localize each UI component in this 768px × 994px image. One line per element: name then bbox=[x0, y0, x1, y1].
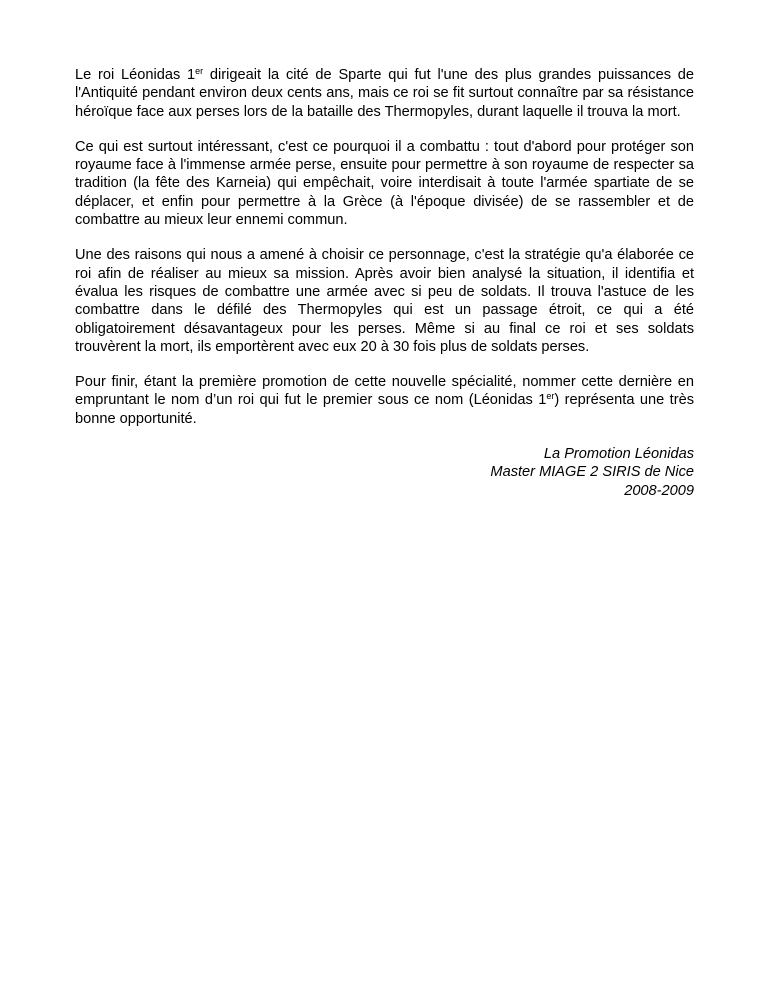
document-page bbox=[75, 66, 694, 500]
paragraph-conclusion bbox=[75, 373, 694, 428]
paragraph-conclusion-text-end: ) représenta une très bonne opportunité. bbox=[75, 392, 694, 427]
signature-name: La Promotion Léonidas bbox=[543, 446, 694, 463]
signature-block bbox=[75, 445, 694, 500]
paragraph-conclusion-text-start: Pour finir, étant la première promotion de cette nouvelle spécialité, nommer cette dernière en empruntant le nom d’un roi qui fut le premier sous ce nom (Léonidas 1 bbox=[75, 374, 694, 409]
paragraph-intro bbox=[75, 66, 694, 121]
ordinal-superscript: er bbox=[195, 66, 204, 76]
paragraph-intro-text-start: Le roi Léonidas 1 bbox=[75, 67, 196, 83]
paragraph-intro-text-end: dirigeait la cité de Sparte qui fut l'une des plus grandes puissances de l'Antiquité pendant environ deux cents ans, mais ce roi se fit surtout connaître par sa résistance héroïque face aux perses lors de la bataille des Thermopyles, durant laquelle il trouva la mort. bbox=[75, 67, 695, 120]
paragraph-strategy: Une des raisons qui nous a amené à choisir ce personnage, c'est la stratégie qu'a élaborée ce roi afin de réaliser au mieux sa mission. Après avoir bien analysé la situation, il identifia et évalua les risques de combattre une armée avec si peu de soldats. Il trouva l'astuce de les combattre dans le défilé des Thermopyles qui est un passage étroit, ce qui a été obligatoirement désavantageux pour les perses. Même si au final ce roi et ses soldats trouvèrent la mort, ils emportèrent avec eux 20 à 30 fois plus de soldats perses. bbox=[75, 247, 694, 355]
ordinal-superscript: er bbox=[546, 391, 555, 402]
paragraph-reasons: Ce qui est surtout intéressant, c'est ce pourquoi il a combattu : tout d'abord pour protéger son royaume face à l'immense armée perse, ensuite pour permettre à son royaume de respecter sa tradition (la fête des Karneia) qui empêchait, voire interdisait à toute l'armée spartiate de se déplacer, et enfin pour permettre à la Grèce (à l'époque divisée) de se rassembler et de combattre au mieux leur ennemi commun. bbox=[75, 138, 694, 229]
signature-years: 2008-2009 bbox=[624, 482, 694, 499]
signature-program: Master MIAGE 2 SIRIS de Nice bbox=[490, 464, 694, 481]
